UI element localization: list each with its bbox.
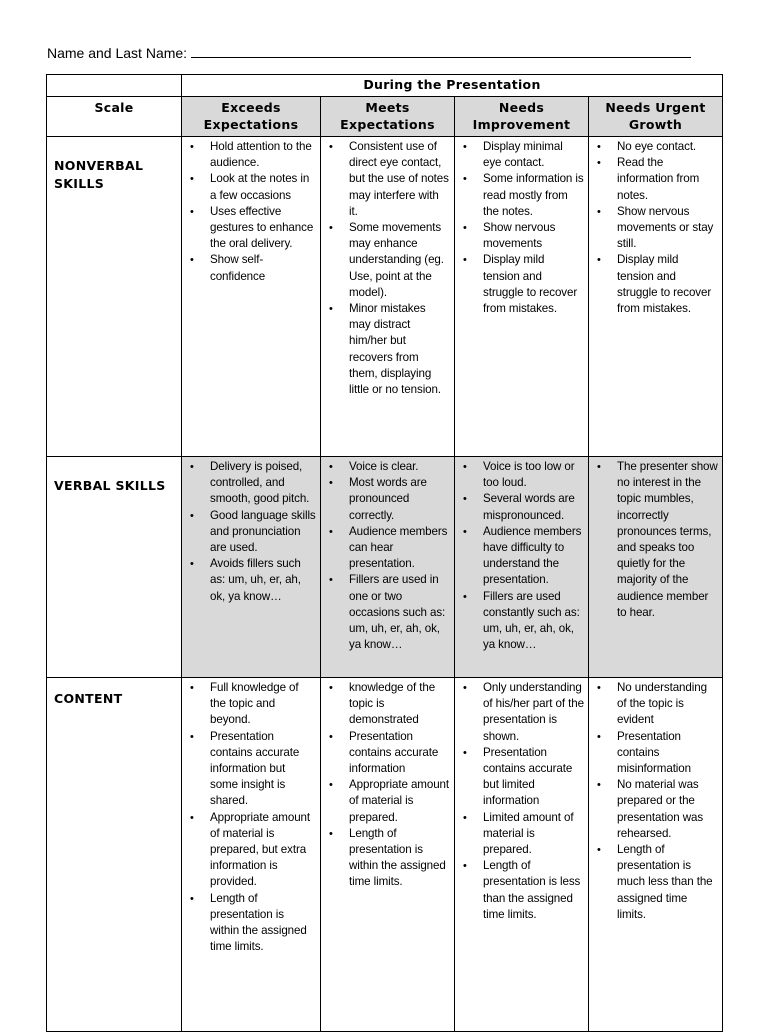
criteria-text: Fillers are used constantly such as: um, uh, er, ah, ok, ya know… [483, 589, 580, 652]
criteria-item [455, 139, 584, 171]
criteria-cell [182, 457, 321, 678]
criteria-text: Limited amount of material is prepared. [483, 810, 574, 857]
criteria-text: No material was prepared or the presentation was rehearsed. [617, 778, 704, 840]
bullet-icon: • [329, 682, 333, 694]
bullet-icon: • [597, 779, 601, 792]
criteria-item [455, 491, 584, 523]
rubric-table [46, 74, 723, 1032]
criteria-cell [455, 457, 589, 678]
criteria-text: Fillers are used in one or two occasions such as: um, uh, er, ah, ok, ya know… [349, 573, 446, 652]
bullet-icon: • [463, 173, 467, 186]
criteria-item [321, 220, 450, 301]
criteria-cell [589, 137, 723, 457]
bullet-icon: • [190, 509, 194, 522]
criteria-cell [589, 457, 723, 678]
bullet-icon: • [463, 811, 467, 824]
criteria-cell [321, 137, 455, 457]
criteria-list [589, 137, 722, 317]
rubric-row-verbal [47, 457, 723, 678]
criteria-text: Show nervous movements [483, 221, 556, 251]
criteria-item [589, 729, 718, 778]
bullet-icon: • [597, 682, 601, 694]
criteria-cell [182, 678, 321, 1032]
scale-header: Scale [47, 97, 182, 137]
criteria-item [455, 589, 584, 654]
criteria-list [321, 457, 454, 653]
criteria-item [321, 826, 450, 891]
criteria-item [182, 891, 316, 956]
criteria-list [589, 457, 722, 621]
criteria-item [455, 810, 584, 859]
column-header: Meets Expectations [321, 97, 455, 137]
criteria-text: Appropriate amount of material is prepared. [349, 778, 450, 824]
criteria-cell [182, 137, 321, 457]
criteria-item [321, 729, 450, 778]
criteria-text: Good language skills and pronunciation are used. [210, 508, 316, 555]
name-label: Name and Last Name: [47, 45, 188, 61]
criteria-text: Length of presentation is less than the assigned time limits. [483, 859, 581, 921]
criteria-text: Some information is read mostly from the notes. [483, 172, 584, 218]
criteria-text: Audience members have difficulty to understand the presentation. [483, 524, 582, 587]
criteria-text: Appropriate amount of material is prepared, but extra information is provided. [210, 810, 311, 889]
column-header: Exceeds Expectations [182, 97, 321, 137]
bullet-icon: • [190, 254, 194, 267]
criteria-text: Presentation contains misinformation [617, 729, 691, 776]
criteria-item [455, 252, 584, 317]
criteria-text: Full knowledge of the topic and beyond. [210, 681, 299, 727]
bullet-icon: • [190, 461, 194, 473]
criteria-text: Look at the notes in a few occasions [210, 172, 310, 202]
bullet-icon: • [597, 461, 601, 473]
bullet-icon: • [329, 827, 333, 840]
bullet-icon: • [463, 254, 467, 267]
criteria-cell [321, 457, 455, 678]
bullet-icon: • [329, 477, 333, 490]
bullet-icon: • [463, 746, 467, 759]
bullet-icon: • [597, 205, 601, 218]
skill-label: VERBAL SKILLS [47, 457, 182, 678]
criteria-text: Length of presentation is much less than the assigned time limits. [617, 843, 713, 921]
criteria-item [321, 139, 450, 220]
during-presentation-header: During the Presentation [182, 75, 723, 97]
criteria-item [321, 301, 450, 398]
bullet-icon: • [329, 525, 333, 538]
criteria-item [589, 680, 718, 729]
criteria-item [589, 252, 718, 317]
column-header: Needs Improvement [455, 97, 589, 137]
criteria-item [455, 459, 584, 491]
criteria-text: Show self-confidence [210, 253, 266, 283]
bullet-icon: • [190, 205, 194, 218]
criteria-item [182, 556, 316, 605]
bullet-icon: • [463, 590, 467, 603]
criteria-item [455, 680, 584, 745]
criteria-item [182, 139, 316, 171]
bullet-icon: • [190, 558, 194, 571]
criteria-item [321, 475, 450, 524]
bullet-icon: • [463, 525, 467, 538]
criteria-item [589, 459, 718, 621]
criteria-text: Presentation contains accurate information [349, 729, 439, 776]
criteria-text: Display mild tension and struggle to recover from mistakes. [483, 253, 578, 316]
criteria-text: Presentation contains accurate but limited information [483, 745, 573, 808]
rubric-row-content [47, 678, 723, 1032]
criteria-cell [455, 137, 589, 457]
criteria-item [455, 220, 584, 252]
criteria-item [455, 171, 584, 220]
criteria-text: Only understanding of his/her part of the presentation is shown. [483, 681, 584, 743]
bullet-icon: • [329, 461, 333, 473]
criteria-text: Consistent use of direct eye contact, but the use of notes may interfere with it. [349, 140, 449, 218]
criteria-text: No understanding of the topic is evident [617, 681, 707, 727]
criteria-cell [589, 678, 723, 1032]
bullet-icon: • [463, 222, 467, 235]
criteria-item [321, 459, 450, 475]
criteria-text: Voice is clear. [349, 460, 419, 473]
criteria-text: Display minimal eye contact. [483, 140, 563, 170]
criteria-text: Length of presentation is within the assigned time limits. [349, 826, 446, 889]
criteria-item [455, 858, 584, 923]
criteria-item [321, 777, 450, 826]
criteria-list [182, 137, 320, 285]
bullet-icon: • [597, 157, 601, 170]
bullet-icon: • [329, 779, 333, 792]
criteria-item [321, 572, 450, 653]
criteria-text: The presenter show no interest in the topic mumbles, incorrectly pronounces terms, and speaks too quietly for the majority of the audience member to hear. [617, 460, 718, 619]
criteria-list [455, 457, 588, 653]
criteria-text: Avoids fillers such as: um, uh, er, ah, ok, ya know… [210, 557, 301, 603]
bullet-icon: • [190, 730, 194, 743]
bullet-icon: • [597, 141, 601, 153]
skill-label: NONVERBAL SKILLS [47, 137, 182, 457]
criteria-text: Several words are mispronounced. [483, 492, 575, 522]
name-field[interactable] [47, 44, 691, 61]
bullet-icon: • [463, 682, 467, 694]
criteria-list [182, 678, 320, 955]
criteria-text: Minor mistakes may distract him/her but recovers from them, displaying little or no tension. [349, 302, 441, 397]
bullet-icon: • [463, 493, 467, 506]
blank-corner-cell [47, 75, 182, 97]
bullet-icon: • [329, 141, 333, 153]
criteria-item [182, 810, 316, 891]
name-underline[interactable] [191, 44, 691, 58]
skill-label: CONTENT [47, 678, 182, 1032]
bullet-icon: • [190, 682, 194, 694]
criteria-item [182, 508, 316, 557]
criteria-text: Uses effective gestures to enhance the oral delivery. [210, 204, 314, 251]
criteria-item [589, 204, 718, 253]
criteria-item [182, 729, 316, 810]
criteria-text: Most words are pronounced correctly. [349, 476, 427, 522]
criteria-item [589, 842, 718, 923]
criteria-item [182, 680, 316, 729]
criteria-list [455, 678, 588, 923]
criteria-text: Display mild tension and struggle to recover from mistakes. [617, 253, 712, 316]
bullet-icon: • [597, 730, 601, 743]
criteria-item [321, 680, 450, 729]
bullet-icon: • [190, 811, 194, 824]
bullet-icon: • [190, 141, 194, 153]
criteria-text: Length of presentation is within the assigned time limits. [210, 891, 307, 954]
criteria-text: No eye contact. [617, 140, 697, 153]
bullet-icon: • [190, 892, 194, 905]
bullet-icon: • [463, 860, 467, 873]
criteria-item [182, 204, 316, 253]
bullet-icon: • [329, 574, 333, 587]
criteria-text: Show nervous movements or stay still. [617, 204, 714, 251]
column-header: Needs Urgent Growth [589, 97, 723, 137]
bullet-icon: • [329, 222, 333, 235]
bullet-icon: • [597, 254, 601, 267]
criteria-text: Hold attention to the audience. [210, 140, 312, 170]
bullet-icon: • [463, 461, 467, 473]
criteria-text: Some movements may enhance understanding (eg. Use, point at the model). [349, 221, 444, 299]
criteria-text: Presentation contains accurate information but some insight is shared. [210, 729, 300, 808]
bullet-icon: • [329, 730, 333, 743]
rubric-row-nonverbal [47, 137, 723, 457]
bullet-icon: • [463, 141, 467, 153]
criteria-list [182, 457, 320, 605]
criteria-item [589, 139, 718, 155]
bullet-icon: • [597, 844, 601, 857]
criteria-item [455, 524, 584, 589]
criteria-list [455, 137, 588, 317]
criteria-text: Voice is too low or too loud. [483, 460, 575, 490]
criteria-cell [321, 678, 455, 1032]
bullet-icon: • [329, 303, 333, 316]
criteria-item [182, 459, 316, 508]
criteria-list [321, 678, 454, 891]
criteria-text: Audience members can hear presentation. [349, 524, 448, 571]
criteria-text: Delivery is poised, controlled, and smooth, good pitch. [210, 460, 310, 506]
criteria-item [182, 252, 316, 284]
criteria-item [182, 171, 316, 203]
criteria-item [589, 777, 718, 842]
criteria-text: knowledge of the topic is demonstrated [349, 681, 436, 727]
criteria-list [589, 678, 722, 923]
criteria-item [321, 524, 450, 573]
criteria-item [455, 745, 584, 810]
criteria-cell [455, 678, 589, 1032]
bullet-icon: • [190, 173, 194, 186]
criteria-item [589, 155, 718, 204]
criteria-text: Read the information from notes. [617, 156, 700, 202]
criteria-list [321, 137, 454, 398]
